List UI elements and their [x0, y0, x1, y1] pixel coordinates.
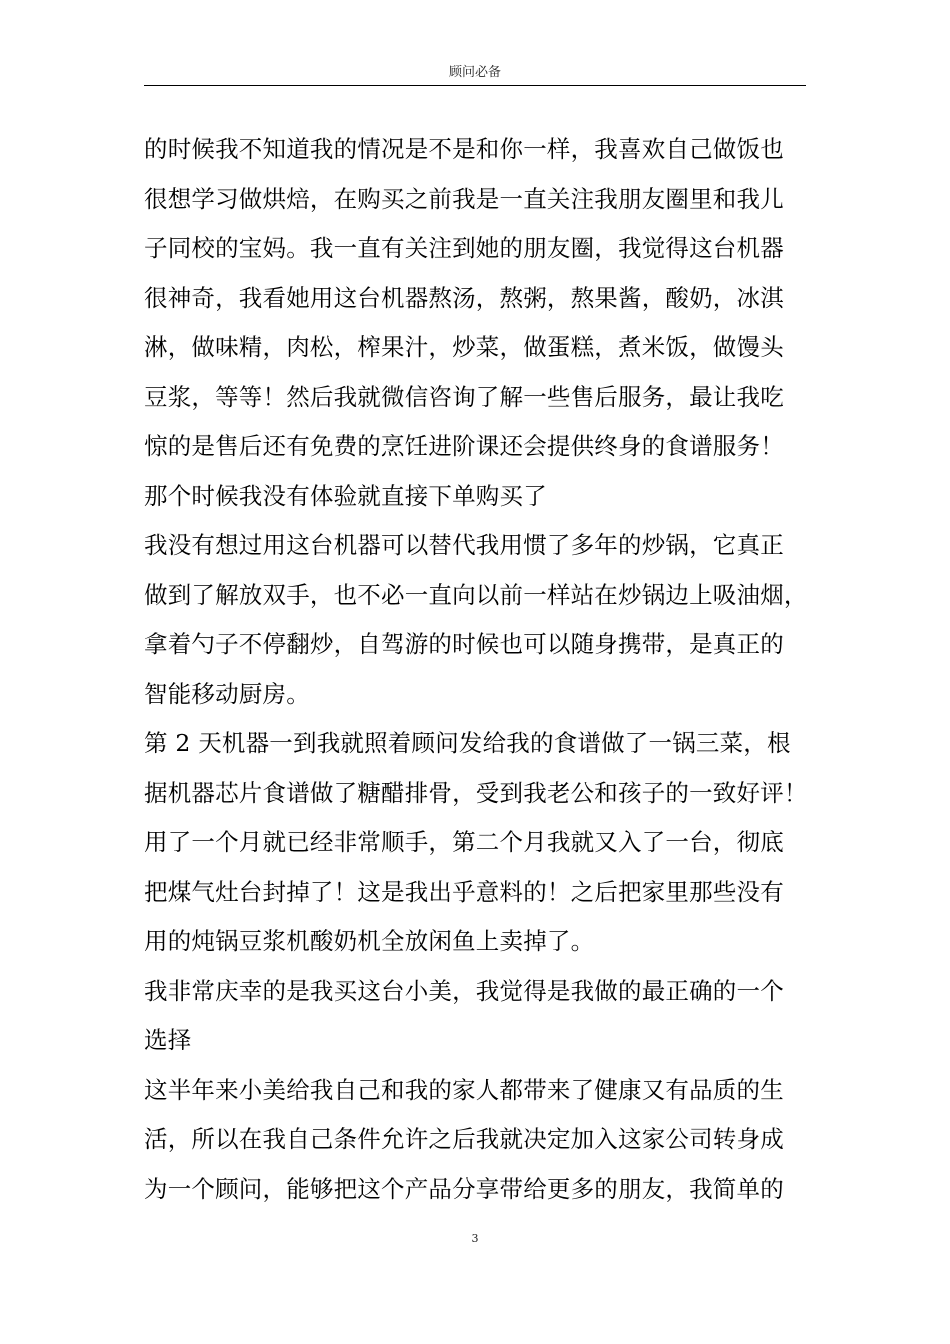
text-line: 豆浆，等等！然后我就微信咨询了解一些售后服务，最让我吃 [144, 382, 784, 411]
text-line: 第 2 天机器一到我就照着顾问发给我的食谱做了一锅三菜，根 [144, 729, 791, 757]
text-line: 我非常庆幸的是我买这台小美，我觉得是我做的最正确的一个 [144, 976, 784, 1005]
text-line: 活，所以在我自己条件允许之后我就决定加入这家公司转身成 [144, 1125, 784, 1153]
body-text [144, 125, 808, 1214]
text-line: 智能移动厨房。 [144, 679, 310, 708]
text-line: 拿着勺子不停翻炒，自驾游的时候也可以随身携带，是真正的 [144, 630, 784, 658]
text-line: 子同校的宝妈。我一直有关注到她的朋友圈，我觉得这台机器 [144, 234, 784, 262]
page-number: 3 [471, 1232, 479, 1245]
text-line: 做到了解放双手，也不必一直向以前一样站在炒锅边上吸油烟， [144, 580, 808, 609]
text-line: 选择 [144, 1026, 192, 1054]
text-line: 很神奇，我看她用这台机器熬汤，熬粥，熬果酱，酸奶，冰淇 [144, 283, 784, 312]
page-header-title: 顾问必备 [448, 65, 501, 80]
text-line: 用的炖锅豆浆机酸奶机全放闲鱼上卖掉了。 [144, 927, 595, 955]
text-line: 的时候我不知道我的情况是不是和你一样，我喜欢自己做饭也 [144, 135, 784, 163]
text-line: 这半年来小美给我自己和我的家人都带来了健康又有品质的生 [144, 1075, 784, 1104]
text-line: 把煤气灶台封掉了！这是我出乎意料的！之后把家里那些没有 [144, 877, 784, 906]
text-line: 淋，做味精，肉松，榨果汁，炒菜，做蛋糕，煮米饭，做馒头 [144, 333, 784, 361]
text-line: 那个时候我没有体验就直接下单购买了 [144, 481, 547, 510]
text-line: 用了一个月就已经非常顺手，第二个月我就又入了一台，彻底 [144, 828, 784, 856]
text-line: 惊的是售后还有免费的烹饪进阶课还会提供终身的食谱服务！ [144, 432, 784, 460]
text-line: 据机器芯片食谱做了糖醋排骨，受到我老公和孩子的一致好评！ [144, 778, 808, 807]
text-line: 为一个顾问，能够把这个产品分享带给更多的朋友，我简单的 [144, 1174, 784, 1203]
text-line: 很想学习做烘焙，在购买之前我是一直关注我朋友圈里和我儿 [144, 184, 784, 213]
text-line: 我没有想过用这台机器可以替代我用惯了多年的炒锅，它真正 [144, 531, 784, 559]
header-divider [144, 85, 806, 86]
